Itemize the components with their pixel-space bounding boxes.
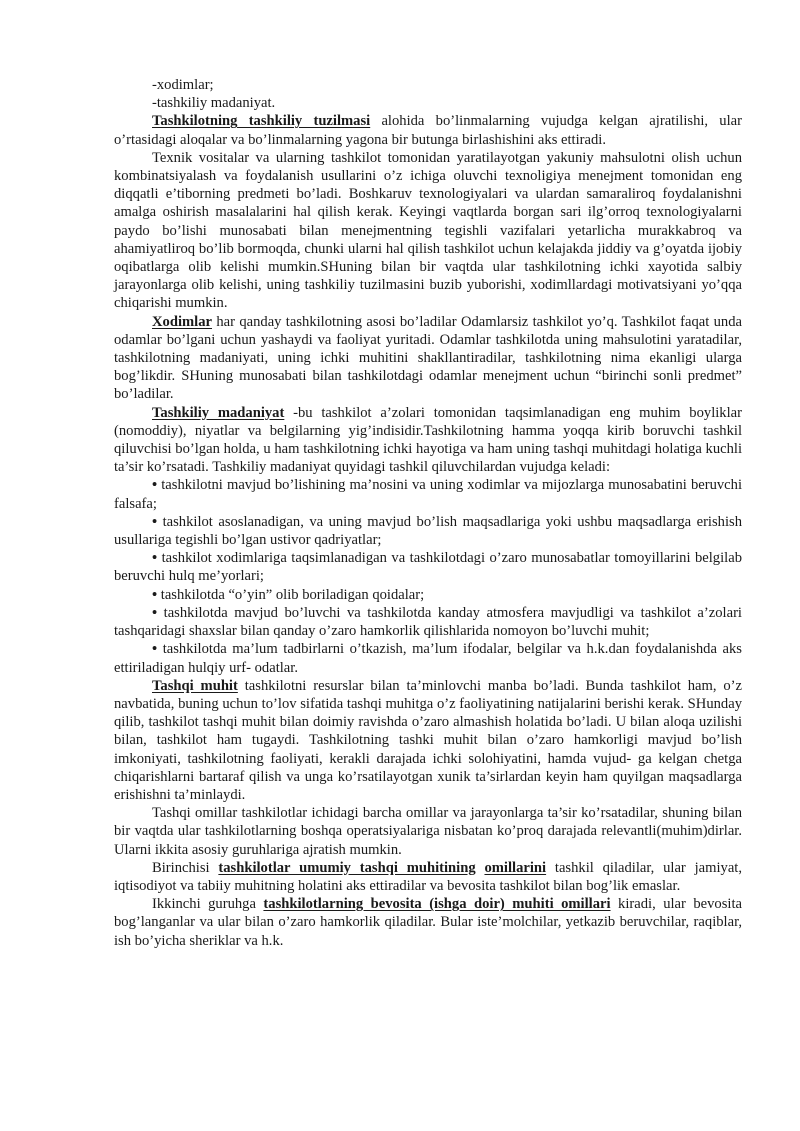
list-item (114, 604, 742, 640)
paragraph-external-factors: Tashqi omillar tashkilotlar ichidagi barcha omillar va jarayonlarga ta’sir ko’rsatadilar, shuning bilan bir vaqtda ular tashkilotlarning boshqa operatsiyalariga nisbatan ko’proq darajada relevantli(muhim)dirlar. Ularni ikkita asosiy guruhlariga ajratish mumkin. (114, 805, 742, 858)
list-item-text: tashkilotda “o’yin” olib boriladigan qoidalar; (160, 586, 425, 603)
list-item (114, 586, 742, 604)
paragraph-text: tashkilotni resurslar bilan ta’minlovchi manba bo’ladi. Bunda tashkilot ham, o’z navbatida, buning uchun to’lov sifatida tashqi muhitga o’z faoliyatining natijalarini berishi kerak. SHunday qilib, tashkilot tashqi muhit bilan doimiy ravishda o’zaro almashish holatida bo’ladi. U bilan aloqa uzilishi bilan, tashkilot ham tugaydi. Tashkilotning tashki muhit bilan o’zaro hamkorligi mavjud bo’lish imkoniyati, tashkilotning faoliyati, kerakli darajada ichki solohiyatini, hamda vujud- ga kelgan chetga chiqarishlarni bartaraf qilish va unga ko’rsatilayotgan xunik ta’sirlardan keyin ham quyilgan maqsadlarga erishishni ta’minlaydi. (114, 677, 742, 803)
list-item (114, 513, 742, 549)
paragraph-external-environment (114, 677, 742, 804)
term-direct-environment: tashkilotlarning bevosita (ishga doir) muhiti omillari (263, 896, 611, 913)
paragraph-staff (114, 313, 742, 404)
paragraph-text: Ikkinchi guruhga (152, 896, 264, 913)
paragraph-text: kiradi, ular bevosita bog’langanlar va ular bilan o’zaro hamkorlik qiladilar. Bular iste’molchilar, yetkazib beruvchilar, raqiblar, ish bo’yicha sheriklar va h.k. (114, 896, 742, 949)
term-staff: Xodimlar (152, 313, 212, 330)
bullet-icon: • (152, 550, 158, 567)
bullet-icon: • (152, 586, 158, 603)
bullet-icon: • (152, 604, 158, 621)
paragraph-structure (114, 112, 742, 148)
term-structure: Tashkilotning tashkiliy tuzilmasi (152, 113, 371, 130)
paragraph-text: alohida bo’linmalarning vujudga kelgan ajratilishi, ular o’rtasidagi aloqalar va bo’linmalarning yagona bir butunga birlashishini aks ettiradi. (114, 113, 743, 148)
term-general-environment: tashkilotlar umumiy tashqi muhitining (218, 859, 476, 876)
list-item (114, 549, 742, 585)
term-culture: Tashkiliy madaniyat (152, 404, 285, 421)
paragraph-second-group (114, 895, 742, 950)
bullet-icon: • (152, 641, 158, 658)
bullet-icon: • (152, 513, 158, 530)
term-external-environment: Tashqi muhit (152, 677, 238, 694)
paragraph-text: har qanday tashkilotning asosi bo’ladilar Odamlarsiz tashkilot yo’q. Tashkilot faqat unda odamlar bo’lgani uchun yashaydi va faoliyat yuritadi. Odamlar tashkilotda uning mahsulotini yaratadilar, tashkilotning madaniyati, uning ichki muhitini shakllantiradilar, tashkilotning nima ekanligi ularga bog’likdir. SHuning munosabati bilan tashkilotdagi odamlar menejment uchun “birinchi sonli predmet” bo’ladilar. (114, 313, 742, 403)
list-item-text: tashkilot xodimlariga taqsimlanadigan va tashkilotdagi o’zaro munosabatlar tomoyillarini belgilab beruvchi hulq me’yorlari; (114, 550, 742, 585)
paragraph-technology: Texnik vositalar va ularning tashkilot tomonidan yaratilayotgan yakuniy mahsulotni olish uchun kombinatsiyalash va foydalanish usullarini o’z ichiga oluvchi texnoligiya menejment tomonidan eng diqqatli e’tiborning predmeti bo’ladi. Boshkaruv texnologiyalari va ulardan samaraliroq foydalanishni amalga oshirish masalalarini hal qilish kerak. Keyingi vaqtlarda borgan sari ilg’orroq texnologiyalarni paydo bo’lishi munosabati bilan menejmentning tegishli vazifalari yetarlicha murakkabroq va ahamiyatliroq bo’lib bormoqda, chunki ularni hal qilish tashkilot uchun kelajakda jiddiy va g’oyatda ijobiy oqibatlarga olib kelishi mumkin.SHuning bilan bir vaqtda ular tashkilotning ichki xayotida salbiy jarayonlarga olib kelishi, uning tashkiliy tuzilmasini buzib yuborishi, xodimllardagi motivatsiyani yo’qqa chiqarishi mumkin. (114, 149, 742, 312)
list-item (114, 476, 742, 512)
list-item-text: tashkilotda mavjud bo’luvchi va tashkilotda kanday atmosfera mavjudligi va tashkilot a’zolari tashqaridagi shaxslar bilan qanday o’zaro hamkorlik qilishlarida nomoyon bo’luvchi muhit; (114, 604, 742, 640)
list-item-text: tashkilotda ma’lum tadbirlarni o’tkazish, ma’lum ifodalar, belgilar va h.k.dan foydalanishda aks ettiriladigan hulqiy urf- odatlar. (114, 641, 742, 676)
list-item-text: tashkilotni mavjud bo’lishining ma’nosini va uning xodimlar va mijozlarga munosabatini beruvchi falsafa; (114, 477, 742, 512)
intro-line: -tashkiliy madaniyat. (152, 95, 276, 112)
term-factors: omillarini (484, 859, 547, 876)
paragraph-text: tashkil qiladilar, ular jamiyat, iqtisodiyot va tabiiy muhitning holatini aks ettiradilar va bevosita tashkilot bilan bog’lik emaslar. (114, 859, 743, 894)
list-item (114, 640, 742, 676)
paragraph-culture (114, 404, 742, 477)
document-page (114, 76, 742, 950)
paragraph-text: Birinchisi (152, 859, 219, 876)
bullet-icon: • (152, 477, 158, 494)
list-item-text: tashkilot asoslanadigan, va uning mavjud bo’lish maqsadlariga yoki ushbu maqsadlarga erishish usullariga tegishli bo’lgan ustivor qadriyatlar; (114, 513, 742, 549)
paragraph-text: -bu tashkilot a’zolari tomonidan taqsimlanadigan eng muhim boyliklar (nomoddiy), niyatlar va belgilarning yig’indisidir.Tashkilotning hamma yoqqa kirib boruvchi tashkil qiluvchisi bo’lgan holda, u ham tashkilotning ichki hayotiga va ham uning tashqi muhitdagi holatiga kuchli ta’sir ko’rsatadi. Tashkiliy madaniyat quyidagi tashkil qiluvchilardan vujudga keladi: (114, 404, 742, 476)
paragraph-first-group (114, 859, 742, 895)
intro-line: -xodimlar; (152, 77, 214, 93)
